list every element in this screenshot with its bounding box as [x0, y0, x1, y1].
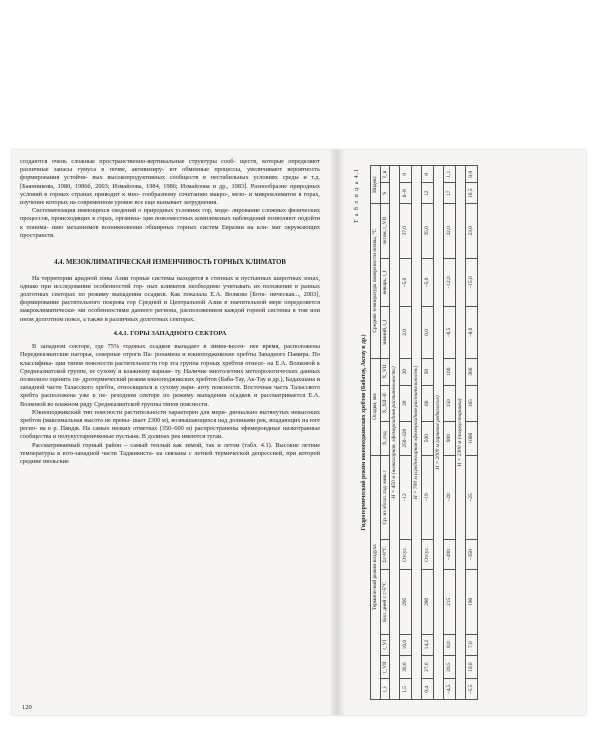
table-cell: 215 [443, 570, 455, 634]
table-cell: 17 [443, 183, 455, 204]
table-cell: 295 [399, 570, 411, 634]
table-cell: 150 [443, 385, 455, 421]
table-cell: 8,0 [443, 634, 455, 655]
subsection-paragraph-3: Рассматриваемый горный район – самый теплый как зимой, так и летом (табл. 4.1). Высокие летние температуры в юго-западной части Таджикиста- на связаны с летней термической депрессией, при которой средние июльские [20, 441, 320, 466]
table-cell: 60 [421, 385, 433, 421]
col-soil-jan: январь, t_I [380, 258, 389, 307]
table-cell: –25 [465, 455, 477, 539]
col-period: Кол. дней с t>5°C [380, 570, 389, 634]
left-page [20, 158, 320, 466]
table-cell: 6–8 [399, 183, 411, 204]
table-cell: 1,5 [399, 679, 411, 700]
table-cell: 20 [399, 358, 411, 385]
paragraph-2: Систематизация имеющихся сведений о природных условиях гор, моде- лирование сложных физических процессов, происходящих в горах, организа- ция повсеместных комплексных наблюдений позволяют подойти к понима- нию механизмов возникновения обширных горных систем Евразии на кли- мат окружающих пространств. [20, 207, 320, 239]
table-cell: –19 [421, 455, 433, 539]
col-idx-s: S [380, 183, 389, 204]
table-row [443, 166, 455, 700]
table-cell: 0,4 [421, 679, 433, 700]
table-cell: 0 [399, 166, 411, 183]
table-cell: –5,5 [465, 679, 477, 700]
col-t-vi: t_VI [380, 634, 389, 655]
table-band-label: H = 2300 м (полукустарники) [455, 166, 465, 700]
table-cell: 35,0 [421, 203, 433, 258]
table-band-label: H = 450 м (низкогорная, эфемероидная растительность) [389, 166, 399, 700]
table-cell: 0,0 [421, 307, 433, 358]
table-cell: 32,0 [443, 203, 455, 258]
section-paragraph: На территории аридной зоны Азии горные системы находятся в степных и пустынных широтных зонах, однако при исследовании особенностей гор- ных климатов необходимо учитывать их положение в разных долготных секторах по режиму выпадения осадков. Как показала Е.А. Волкова [Бота- ническая..., 2003], формирование растительного покрова гор Средней и Центральной Азии в значительной мере определяется макроклиматически- ми особенностями данного региона, расположением каждой горной системы в том или ином долготном поясе, а также в различных долготных секторах. [20, 274, 320, 323]
page-number: 120 [22, 704, 32, 711]
header-soil: Средняя температура поверхности почвы, °С [371, 203, 380, 358]
table-row [399, 166, 411, 700]
table-cell: 20 [399, 385, 411, 421]
table-row [465, 166, 477, 700]
table-band-label: H = 2000 м (арчевое редколесье) [433, 166, 443, 700]
table-cell: 27,6 [421, 655, 433, 679]
table-cell: 19,0 [465, 655, 477, 679]
col-t-vii: t_VII [380, 655, 389, 679]
table-cell: 300 [465, 358, 477, 385]
table-cell: –5,0 [399, 258, 411, 307]
table-cell: 190 [465, 570, 477, 634]
table-cell: 14,2 [421, 634, 433, 655]
table-cell: 50 [421, 358, 433, 385]
col-soil-dec: зимний, t_I [380, 307, 389, 358]
table-cell: 16,0 [399, 634, 411, 655]
table-cell: 165 [465, 385, 477, 421]
hydrothermal-table [370, 165, 477, 700]
book-gutter [330, 150, 344, 715]
table-cell: –4,5 [443, 679, 455, 700]
table-cell: 100 [443, 358, 455, 385]
table-body [389, 166, 477, 700]
table-cell: 500 [421, 421, 433, 455]
col-p-year: X_год [380, 421, 389, 455]
header-precip: Осадки, мм [371, 358, 380, 455]
table-cell: 7,0 [465, 634, 477, 655]
table-cell: 20,5 [443, 655, 455, 679]
table-cell: Отсут. [399, 540, 411, 570]
table-cell: –350 [465, 540, 477, 570]
header-index: Индекс [371, 166, 380, 204]
col-soil-jul: летом, t_VII [380, 203, 389, 258]
table-cell: –12 [399, 455, 411, 539]
table-cell: –15,0 [465, 258, 477, 307]
subsection-paragraph-2: Юкноподжикский тип поясности растительности характерен для мери- дионально вытянутых невысоких хребтов (максимальная высота не превы- шает 2300 м), возвышающихся над долинами рек, впадающих на юге регио- на в р. Пяндж. На самых низких отметках (350–600 м) распространены эфемероидные низкотравные сообщества и полукустарничковые пустыни. В долинах рек имеются тугаи. [20, 408, 320, 441]
col-p-vii: X_VII [380, 358, 389, 385]
table-cell: –20 [443, 455, 455, 539]
table-cell: –6,5 [443, 307, 455, 358]
table-cell: –200 [443, 540, 455, 570]
paragraph-1: создаются очень сложные пространственно-вертикальные структуры сооб- ществ, которые определяют различные запасы гумуса в почве, активизиру- ют обменные процессы, увеличивают вероятность формирования устойчи- вых высокопродуктивных сообществ в нестабильных условиях среды и т.д. [Баянникова, 1980, 1986б, 2003; Измайлова, 1984, 1986; Измайлова и др., 1983]. Разнообразие природных условий в горных странах приводит к мно- гообразному сочетанию макро-, мезо- и микроклиматов в горах, изучение которых на современном уровне все еще вызывает затруднения. [20, 158, 320, 207]
right-page [350, 160, 580, 705]
table-cell: 1000 [465, 421, 477, 455]
table-cell: 0,9 [465, 166, 477, 183]
table-cell: 0 [421, 166, 433, 183]
subsection-paragraph-1: В западном секторе, где 75% годовых осадков выпадает в зимне-весен- нее время, расположены Переднеазиатские нагорья, северные отроги Па- ропамиза и юкноподжикские хребты Западного Памира. По классифика- ции типов поясности растительности гор эта группа горных хребтов отнесе- на Е.А. Волковой к Среднеазиатской группе, ее сухому и влажному вариан- ту. Наличие многолетних метеорологических данных позволило оценить ги- дротермический режим юкноподжикских хребтов (Баба-Тау, Ак-Тау и др.), Бадахшана и западной части Таласского хребта, относящихся к сухому вари- анту поясности. Восточная часть Таласского хребта расположена уже в пе- реходном секторе по режиму выпадения осадков и рассматривается Е.А. Волковой во влажном ряду Среднеазиатской группы типов поясности. [20, 343, 320, 408]
table-row [421, 166, 433, 700]
col-sum: Σt>0°C [380, 540, 389, 570]
col-t-i: t_i [380, 679, 389, 700]
table-cell: 37,0 [399, 203, 411, 258]
table-cell: 30,0 [399, 655, 411, 679]
table-cell: –5,0 [421, 258, 433, 307]
table-cell: Отсут. [421, 540, 433, 570]
table-cell: 900 [443, 421, 455, 455]
col-p-winter: X_XII–II [380, 385, 389, 421]
table-cell: 2,0 [399, 307, 411, 358]
table-cell: 1,1 [443, 166, 455, 183]
table-cell: 12 [421, 183, 433, 204]
header-thermal: Термический режим воздуха [371, 455, 380, 699]
table-cell: 280 [421, 570, 433, 634]
table-cell: 23,0 [465, 203, 477, 258]
table-cell: –8,0 [465, 307, 477, 358]
section-heading: 4.4. МЕЗОКЛИМАТИЧЕСКАЯ ИЗМЕНЧИВОСТЬ ГОРНЫХ КЛИМАТОВ [54, 259, 286, 267]
table-title: Гидротермический режим юкноподжикских хребтов (Бабатау, Актау и др.) [361, 334, 368, 531]
col-idx-i: I_n [380, 166, 389, 183]
table-cell: 16,5 [465, 183, 477, 204]
subsection-heading: 4.4.1. ГОРЫ ЗАПАДНОГО СЕКТОРА [113, 329, 227, 337]
col-abs-min: Ср. из абсол. год. мин. t [380, 455, 389, 539]
table-band-label: H = 700 м (среднегорная эфемероидная растительность) [411, 166, 421, 700]
table-kicker: Т а б л и ц а 4.1 [354, 168, 360, 224]
table-cell: –12,0 [443, 258, 455, 307]
table-cell: 250–320 [399, 421, 411, 455]
rotated-table-block [350, 160, 580, 705]
